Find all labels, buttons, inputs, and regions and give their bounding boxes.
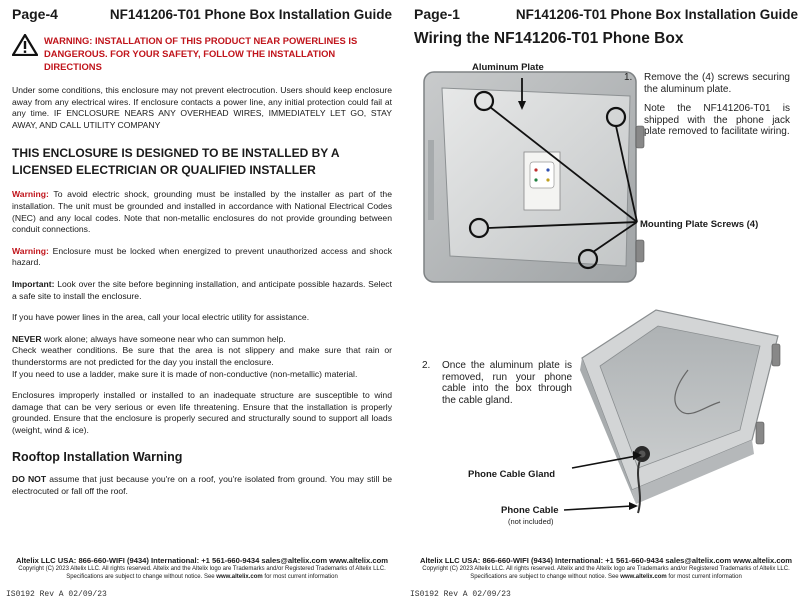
- warning-banner: [12, 34, 392, 73]
- left-specs-link[interactable]: www.altelix.com: [216, 574, 263, 580]
- grounding-warning-label: Warning:: [12, 189, 49, 200]
- right-page: [404, 0, 808, 606]
- grounding-warning-text: To avoid electric shock, grounding must be installed by the installer as part of the installation. The unit must be grounded and installed in accordance with National Electrical Codes (NEC) and any local codes. Note that non-metallic enclosures do not provide grounding between conduit connections.: [12, 189, 392, 235]
- intro-paragraph: Under some conditions, this enclosure may not prevent electrocution. Users should keep enclosure away from any electrical wires. If enclosure contacts a power line, any initial protection could fail at any time. IF ENCLOSURE NEARS ANY OVERHEAD WIRES, IMMEDIATELY LET GO, STAY AWAY, AND CALL UTILITY COMPANY: [12, 85, 392, 130]
- right-specs-post: for most current information: [666, 574, 742, 580]
- right-header-title: NF141206-T01 Phone Box Installation Guide: [515, 7, 798, 22]
- power-lines-note: If you have power lines in the area, call your local electric utility for assistance.: [12, 312, 310, 323]
- callout-mounting-screws: Mounting Plate Screws (4): [640, 219, 759, 230]
- left-header: [12, 6, 392, 22]
- step-1-text: Remove the (4) screws securing the aluminum plate.: [644, 72, 790, 95]
- right-footer: [404, 556, 808, 581]
- step-1-number: 1.: [624, 72, 633, 83]
- wind-damage-note: Enclosures improperly installed or installed to an inadequate structure are susceptible to wind damage that can be very serious or even life threatening. Ensure that the installation is properly grounded. Ensure that the enclosure is properly secured and structurally sound to support all loads (weight, wind & ice).: [12, 390, 392, 435]
- rooftop-heading: Rooftop Installation Warning: [12, 450, 183, 465]
- step-1-note: Note the NF141206-T01 is shipped with the phone jack plate removed to facilitate wiring.: [644, 103, 790, 137]
- left-page-label: Page-4: [12, 6, 58, 22]
- callout-aluminum-plate: Aluminum Plate: [472, 62, 544, 73]
- lock-warning: [12, 246, 392, 269]
- left-specs-post: for most current information: [262, 574, 338, 580]
- important-note: [12, 279, 392, 302]
- callout-not-included: (not included): [508, 517, 554, 526]
- left-footer-copyright: Copyright (C) 2023 Altelix LLC. All rights reserved. Altelix and the Altelix logo are Trademarks and/or Registered Trademarks of Altelix LLC.: [18, 566, 386, 572]
- callout-phone-cable: Phone Cable: [501, 505, 559, 516]
- right-footer-specs: [404, 573, 808, 581]
- right-page-label: Page-1: [414, 6, 460, 22]
- ladder-note: If you need to use a ladder, make sure it is made of non-conductive (non-metallic) material.: [12, 368, 358, 379]
- important-label: Important:: [12, 278, 55, 289]
- important-text: Look over the site before beginning installation, and anticipate possible hazards. Select a safe site to install the enclosure.: [12, 278, 392, 301]
- weather-note: Check weather conditions. Be sure that the area is not slippery and make sure that rain or thunderstorms are not predicted for the day you install the enclosure.: [12, 345, 392, 367]
- licensed-installer-heading: THIS ENCLOSURE IS DESIGNED TO BE INSTALLED BY A LICENSED ELECTRICIAN OR QUALIFIED INSTALLER: [12, 146, 340, 178]
- callout-phone-cable-gland: Phone Cable Gland: [468, 469, 556, 480]
- lock-warning-text: Enclosure must be locked when energized to prevent unauthorized access and shock hazard.: [12, 245, 392, 268]
- right-specs-link[interactable]: www.altelix.com: [620, 574, 667, 580]
- left-footer: [0, 556, 404, 581]
- right-footer-contact: Altelix LLC USA: 866-660-WIFI (9434) International: +1 561-660-9434 sales@altelix.com www.altelix.com: [420, 556, 792, 565]
- gland-arrows-overlay: [404, 0, 808, 606]
- step-2: [422, 360, 572, 406]
- left-specs-pre: Specifications are subject to change without notice. See: [66, 574, 217, 580]
- warning-banner-text: [44, 34, 392, 73]
- right-footer-copyright: Copyright (C) 2023 Altelix LLC. All rights reserved. Altelix and the Altelix logo are Trademarks and/or Registered Trademarks of Altelix LLC.: [422, 566, 790, 572]
- right-specs-pre: Specifications are subject to change without notice. See: [470, 574, 621, 580]
- left-footer-specs: [0, 573, 404, 581]
- step-2-number: 2.: [422, 360, 431, 371]
- never-alone-note: [12, 334, 392, 346]
- wiring-section-title: Wiring the NF141206-T01 Phone Box: [414, 30, 684, 47]
- warning-triangle-icon: [12, 34, 38, 56]
- rooftop-note: [12, 474, 392, 497]
- grounding-warning: [12, 189, 392, 235]
- step-2-text: Once the aluminum plate is removed, run your phone cable into the box through the cable gland.: [442, 360, 572, 406]
- left-header-title: NF141206-T01 Phone Box Installation Guide: [109, 7, 392, 22]
- warning-banner-line1: INSTALLATION OF THIS PRODUCT NEAR POWERLINES IS: [92, 35, 358, 46]
- do-not-text: assume that just because you're on a roof, you're isolated from ground. You may still be electrocuted or fall off the roof.: [12, 474, 393, 497]
- right-doc-id: IS0192 Rev A 02/09/23: [410, 590, 511, 599]
- left-doc-id: IS0192 Rev A 02/09/23: [6, 590, 107, 599]
- left-footer-contact: Altelix LLC USA: 866-660-WIFI (9434) International: +1 561-660-9434 sales@altelix.com www.altelix.com: [16, 556, 388, 565]
- warning-banner-line2: DANGEROUS. FOR YOUR SAFETY, FOLLOW THE INSTALLATION DIRECTIONS: [44, 48, 336, 72]
- never-label: NEVER: [12, 333, 42, 344]
- never-text: work alone; always have someone near who can summon help.: [41, 333, 286, 344]
- lock-warning-label: Warning:: [12, 245, 49, 256]
- warning-banner-label: WARNING:: [44, 35, 93, 46]
- do-not-label: DO NOT: [12, 474, 47, 485]
